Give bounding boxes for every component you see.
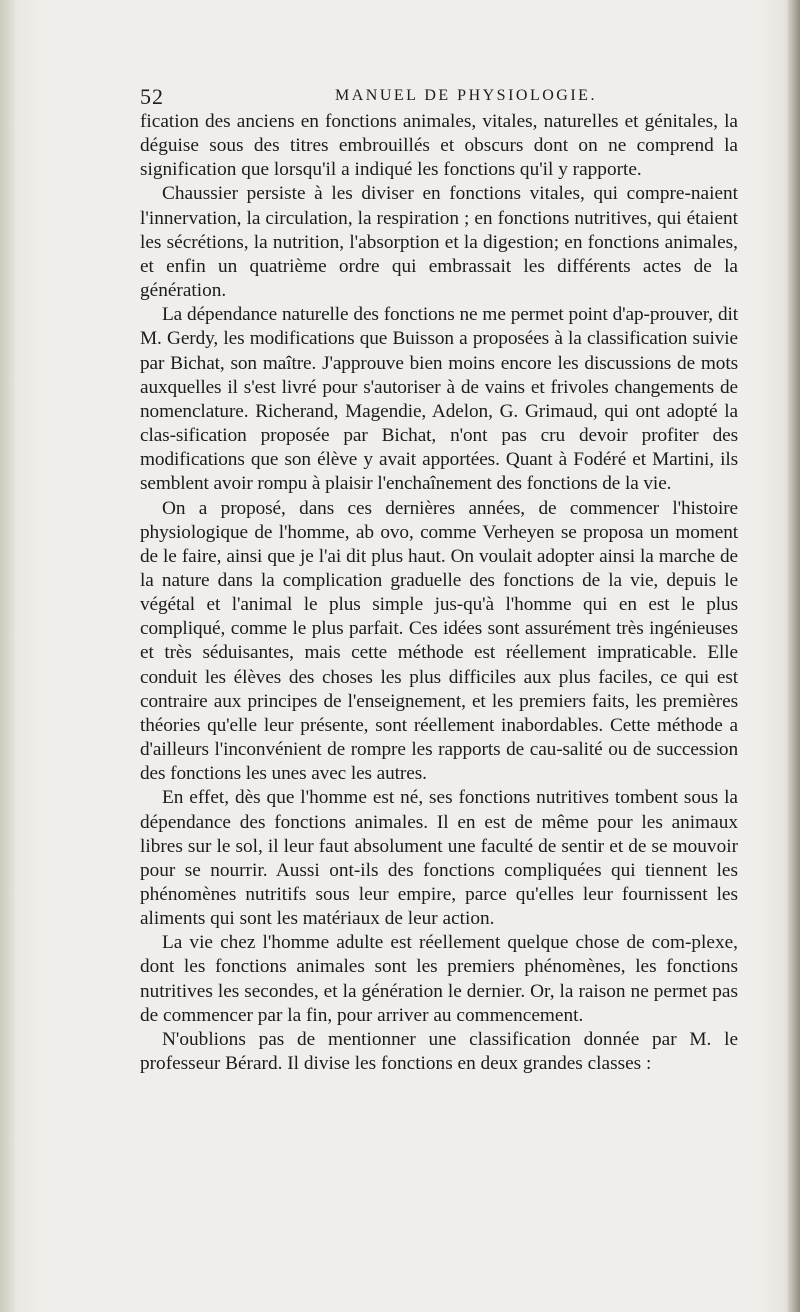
page-number: 52 <box>140 84 164 109</box>
page-edge-right <box>788 0 800 1312</box>
page-header <box>140 84 740 108</box>
page-edge-left <box>0 0 14 1312</box>
paragraph: fication des anciens en fonctions animales, vitales, naturelles et génitales, la déguise sous des titres embrouillés et obscurs dont on ne comprend la signification que lorsqu'il a indiqué les fonctions qu'il y rapporte. <box>140 111 738 181</box>
body-text <box>140 110 738 1076</box>
paragraph: On a proposé, dans ces dernières années, de commencer l'histoire physiologique de l'homme, ab ovo, comme Verheyen se proposa un moment de le faire, ainsi que je l'ai dit plus haut. On voulait adopter ainsi la marche de la nature dans la complication graduelle des fonctions de la vie, depuis le végétal et l'animal le plus simple jus-qu'à l'homme qui en est le plus compliqué, comme le plus parfait. Ces idées sont assurément très ingénieuses et très séduisantes, mais cette méthode est réellement impraticable. Elle conduit les élèves des choses les plus difficiles aux plus faciles, ce qui est contraire aux principes de l'enseignement, et les premiers faits, les premières théories qu'elle leur présente, sont réellement inabordables. Cette méthode a d'ailleurs l'inconvénient de rompre les rapports de cau-salité ou de succession des fonctions les unes avec les autres. <box>140 497 738 785</box>
paragraph: La vie chez l'homme adulte est réellement quelque chose de com-plexe, dont les fonctions animales sont les premiers phénomènes, les fonctions nutritives les secondes, et la génération le dernier. Or, la raison ne permet pas de commencer par la fin, pour arriver au commencement. <box>140 932 738 1026</box>
paragraph: N'oublions pas de mentionner une classification donnée par M. le professeur Bérard. Il divise les fonctions en deux grandes classes : <box>140 1028 738 1075</box>
paragraph: Chaussier persiste à les diviser en fonctions vitales, qui compre-naient l'innervation, la circulation, la respiration ; en fonctions nutritives, qui étaient les sécrétions, la nutrition, l'absorption et la digestion; en fonctions animales, et enfin un quatrième ordre qui embrassait les différents actes de la génération. <box>140 183 738 302</box>
running-title: MANUEL DE PHYSIOLOGIE. <box>335 87 597 104</box>
paragraph: En effet, dès que l'homme est né, ses fonctions nutritives tombent sous la dépendance des fonctions animales. Il en est de même pour les animaux libres sur le sol, il leur faut absolument une faculté de sentir et de se mouvoir pour se nourrir. Aussi ont-ils des fonctions compliquées qui tiennent les phénomènes nutritifs sous leur empire, parce qu'elles leur fournissent les aliments qui sont les matériaux de leur action. <box>140 787 738 930</box>
paragraph: La dépendance naturelle des fonctions ne me permet point d'ap-prouver, dit M. Gerdy, les modifications que Buisson a proposées à la classification suivie par Bichat, son maître. J'approuve bien moins encore les discussions de mots auxquelles il s'est livré pour s'autoriser à de vains et frivoles changements de nomenclature. Richerand, Magendie, Adelon, G. Grimaud, qui ont adopté la clas-sification proposée par Bichat, n'ont pas cru devoir profiter des modifications que son élève y avait apportées. Quant à Fodéré et Martini, ils semblent avoir rompu à plaisir l'enchaînement des fonctions de la vie. <box>140 304 738 495</box>
